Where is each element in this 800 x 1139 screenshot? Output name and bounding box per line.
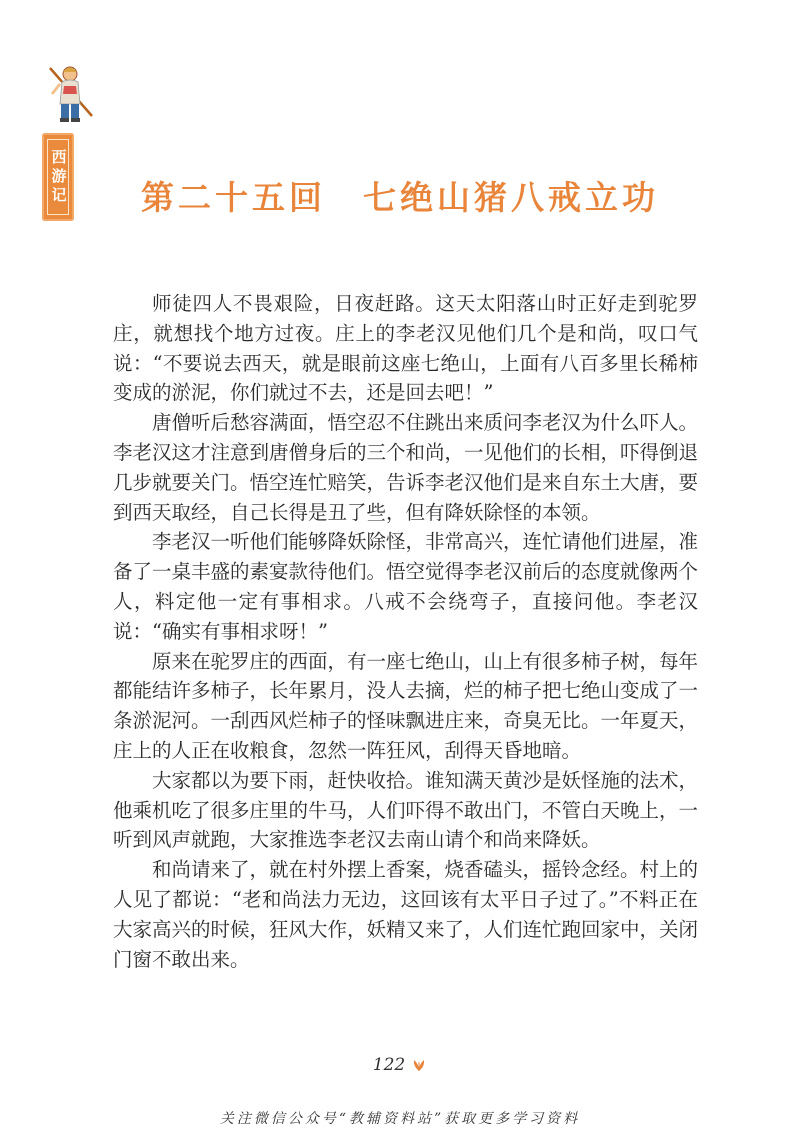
paragraph: 唐僧听后愁容满面，悟空忍不住跳出来质问李老汉为什么吓人。李老汉这才注意到唐僧身后的三个和尚，一见他们的长相，吓得倒退几步就要关门。悟空连忙赔笑，告诉李老汉他们是来自东土大唐，要到西天取经，自己长得是丑了些，但有降妖除怪的本领。 (113, 411, 699, 524)
page-number-area (0, 1055, 800, 1075)
chapter-title: 第二十五回 七绝山猪八戒立功 (141, 178, 659, 217)
paragraph: 原来在驼罗庄的西面，有一座七绝山，山上有很多柿子树，每年都能结许多柿子，长年累月，没人去摘，烂的柿子把七绝山变成了一条淤泥河。一刮西风烂柿子的怪味飘进庄来，奇臭无比。一年夏天，庄上的人正在收粮食，忽然一阵狂风，刮得天昏地暗。 (113, 649, 699, 762)
paragraph: 李老汉一听他们能够降妖除怪，非常高兴，连忙请他们进屋，准备了一桌丰盛的素宴款待他们。悟空觉得李老汉前后的态度就像两个人，料定他一定有事相求。八戒不会绕弯子，直接问他。李老汉说：“确实有事相求呀！” (113, 530, 699, 643)
leaf-ornament-icon (411, 1058, 427, 1072)
chapter-body (113, 289, 698, 974)
paragraph: 大家都以为要下雨，赶快收拾。谁知满天黄沙是妖怪施的法术，他乘机吃了很多庄里的牛马，人们吓得不敢出门，不管白天晚上，一听到风声就跑，大家推选李老汉去南山请个和尚来降妖。 (113, 768, 699, 852)
side-tab-label: 西游记 (49, 148, 68, 206)
footer-watermark: 关注微信公众号“教辅资料站”获取更多学习资料 (219, 1111, 581, 1127)
page-number: 122 (372, 1055, 406, 1075)
monkey-king-icon (46, 60, 98, 132)
paragraph: 师徒四人不畏艰险，日夜赶路。这天太阳落山时正好走到驼罗庄，就想找个地方过夜。庄上的李老汉见他们几个是和尚，叹口气说：“不要说去西天，就是眼前这座七绝山，上面有八百多里长稀柿变成的淤泥，你们就过不去，还是回去吧！” (113, 292, 698, 405)
paragraph: 和尚请来了，就在村外摆上香案，烧香磕头，摇铃念经。村上的人见了都说：“老和尚法力无边，这回该有太平日子过了。”不料正在大家高兴的时候，狂风大作，妖精又来了，人们连忙跑回家中，关闭门窗不敢出来。 (113, 858, 699, 971)
